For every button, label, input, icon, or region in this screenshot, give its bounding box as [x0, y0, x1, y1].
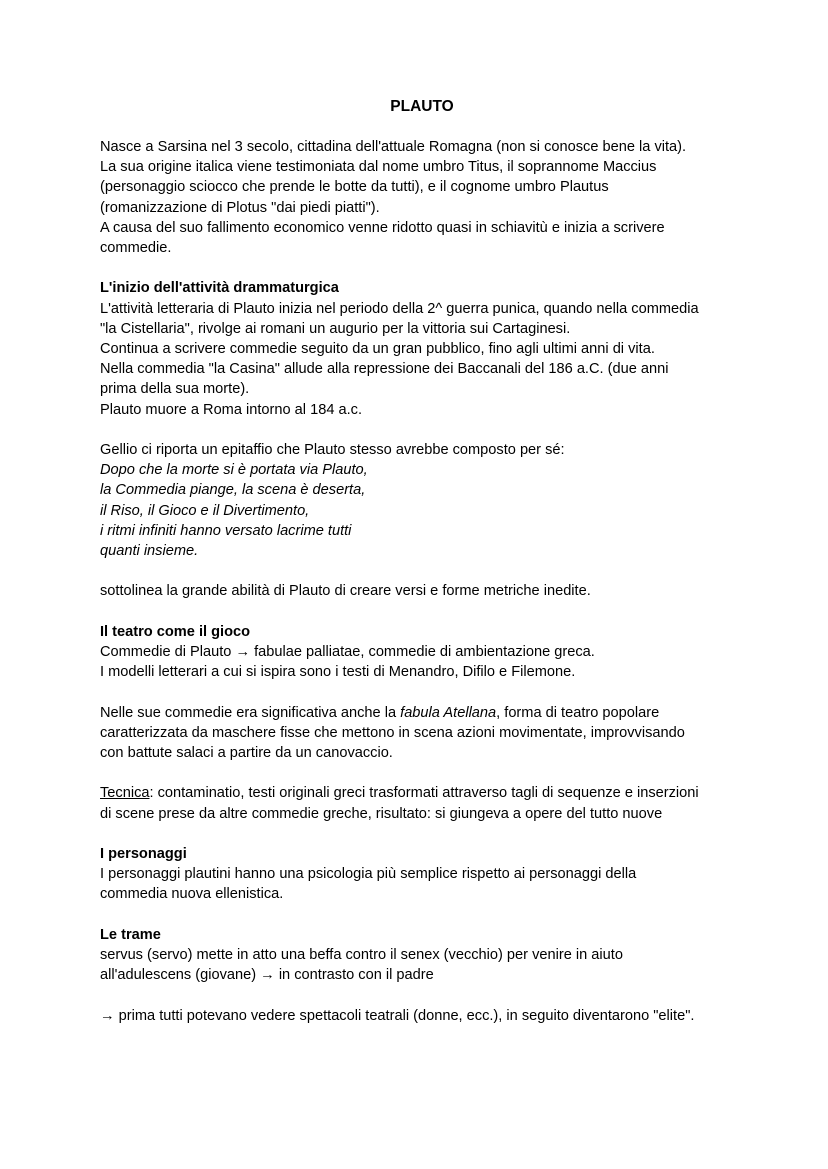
paragraph-line: all'adulescens (giovane) → in contrasto con il padre: [100, 967, 434, 984]
section-teatro: [100, 622, 750, 683]
paragraph-line: commedia nuova ellenistica.: [100, 886, 284, 903]
atellana-paragraph: [100, 703, 750, 764]
section-heading: L'inizio dell'attività drammaturgica: [100, 280, 339, 297]
document-page: [100, 96, 750, 1026]
intro-line: (personaggio sciocco che prende le botte da tutti), e il cognome umbro Plautus: [100, 179, 609, 196]
tecnica-paragraph: [100, 783, 750, 823]
text-run: : contaminatio, testi originali greci trasformati attraverso tagli di sequenze e inserzioni: [149, 785, 699, 802]
section-trame: [100, 925, 750, 986]
epitaph-verse: il Riso, il Gioco e il Divertimento,: [100, 502, 310, 519]
paragraph-line: con battute salaci a partire da un canovaccio.: [100, 745, 393, 762]
text-run: , forma di teatro popolare: [496, 704, 660, 721]
paragraph-line: I personaggi plautini hanno una psicologia più semplice rispetto ai personaggi della: [100, 866, 637, 883]
tecnica-label: Tecnica: [100, 785, 150, 802]
paragraph-line: caratterizzata da maschere fisse che mettono in scena azioni movimentate, improvvisando: [100, 724, 685, 741]
paragraph-line: "la Cistellaria", rivolge ai romani un augurio per la vittoria sui Cartaginesi.: [100, 320, 571, 337]
section-inizio: [100, 278, 750, 419]
paragraph-line: I modelli letterari a cui si ispira sono i testi di Menandro, Difilo e Filemone.: [100, 664, 576, 681]
spacer: [100, 905, 750, 925]
final-note: → prima tutti potevano vedere spettacoli teatrali (donne, ecc.), in seguito diventarono "elite".: [100, 1007, 695, 1024]
paragraph-line: servus (servo) mette in atto una beffa contro il senex (vecchio) per venire in aiuto: [100, 947, 623, 963]
spacer: [100, 985, 750, 1005]
intro-line: La sua origine italica viene testimoniata dal nome umbro Titus, il soprannome Maccius: [100, 159, 657, 176]
paragraph-line: Nella commedia "la Casina" allude alla repressione dei Baccanali del 186 a.C. (due anni: [100, 361, 669, 378]
epitaph-verse: la Commedia piange, la scena è deserta,: [100, 482, 366, 499]
spacer: [100, 258, 750, 278]
spacer: [100, 824, 750, 844]
epitaph-verse: i ritmi infiniti hanno versato lacrime tutti: [100, 522, 352, 539]
spacer: [100, 763, 750, 783]
intro-line: (romanizzazione di Plotus "dai piedi piatti").: [100, 199, 380, 216]
epitaph-block: [100, 440, 750, 561]
spacer: [100, 561, 750, 581]
epitaph-verse: quanti insieme.: [100, 543, 199, 560]
intro-line: A causa del suo fallimento economico venne ridotto quasi in schiavitù e inizia a scrivere: [100, 219, 665, 236]
paragraph-line: [100, 703, 750, 723]
paragraph-line: prima della sua morte).: [100, 381, 250, 398]
paragraph-line: [100, 783, 750, 803]
paragraph-line: di scene prese da altre commedie greche, risultato: si giungeva a opere del tutto nuove: [100, 805, 663, 822]
spacer: [100, 420, 750, 440]
intro-line: commedie.: [100, 240, 172, 257]
epitaph-comment: sottolinea la grande abilità di Plauto di creare versi e forme metriche inedite.: [100, 583, 591, 600]
section-heading: Il teatro come il gioco: [100, 623, 251, 640]
intro-paragraph: [100, 137, 750, 258]
fabula-atellana-term: fabula Atellana: [400, 704, 497, 721]
paragraph-line: L'attività letteraria di Plauto inizia nel periodo della 2^ guerra punica, quando nella commedia: [100, 300, 699, 317]
epitaph-intro: Gellio ci riporta un epitaffio che Plauto stesso avrebbe composto per sé:: [100, 442, 565, 459]
spacer: [100, 602, 750, 622]
paragraph-line: Continua a scrivere commedie seguito da un gran pubblico, fino agli ultimi anni di vita.: [100, 341, 655, 358]
document-title: PLAUTO: [390, 98, 454, 115]
section-personaggi: [100, 844, 750, 905]
section-heading: Le trame: [100, 926, 161, 943]
epitaph-verse: Dopo che la morte si è portata via Plauto,: [100, 462, 368, 479]
text-run: Nelle sue commedie era significativa anche la: [100, 704, 401, 721]
section-heading: I personaggi: [100, 846, 187, 862]
paragraph-line: Plauto muore a Roma intorno al 184 a.c.: [100, 401, 363, 418]
intro-line: Nasce a Sarsina nel 3 secolo, cittadina dell'attuale Romagna (non si conosce bene la vita).: [100, 139, 687, 155]
spacer: [100, 682, 750, 702]
paragraph-line: Commedie di Plauto → fabulae palliatae, commedie di ambientazione greca.: [100, 644, 595, 661]
